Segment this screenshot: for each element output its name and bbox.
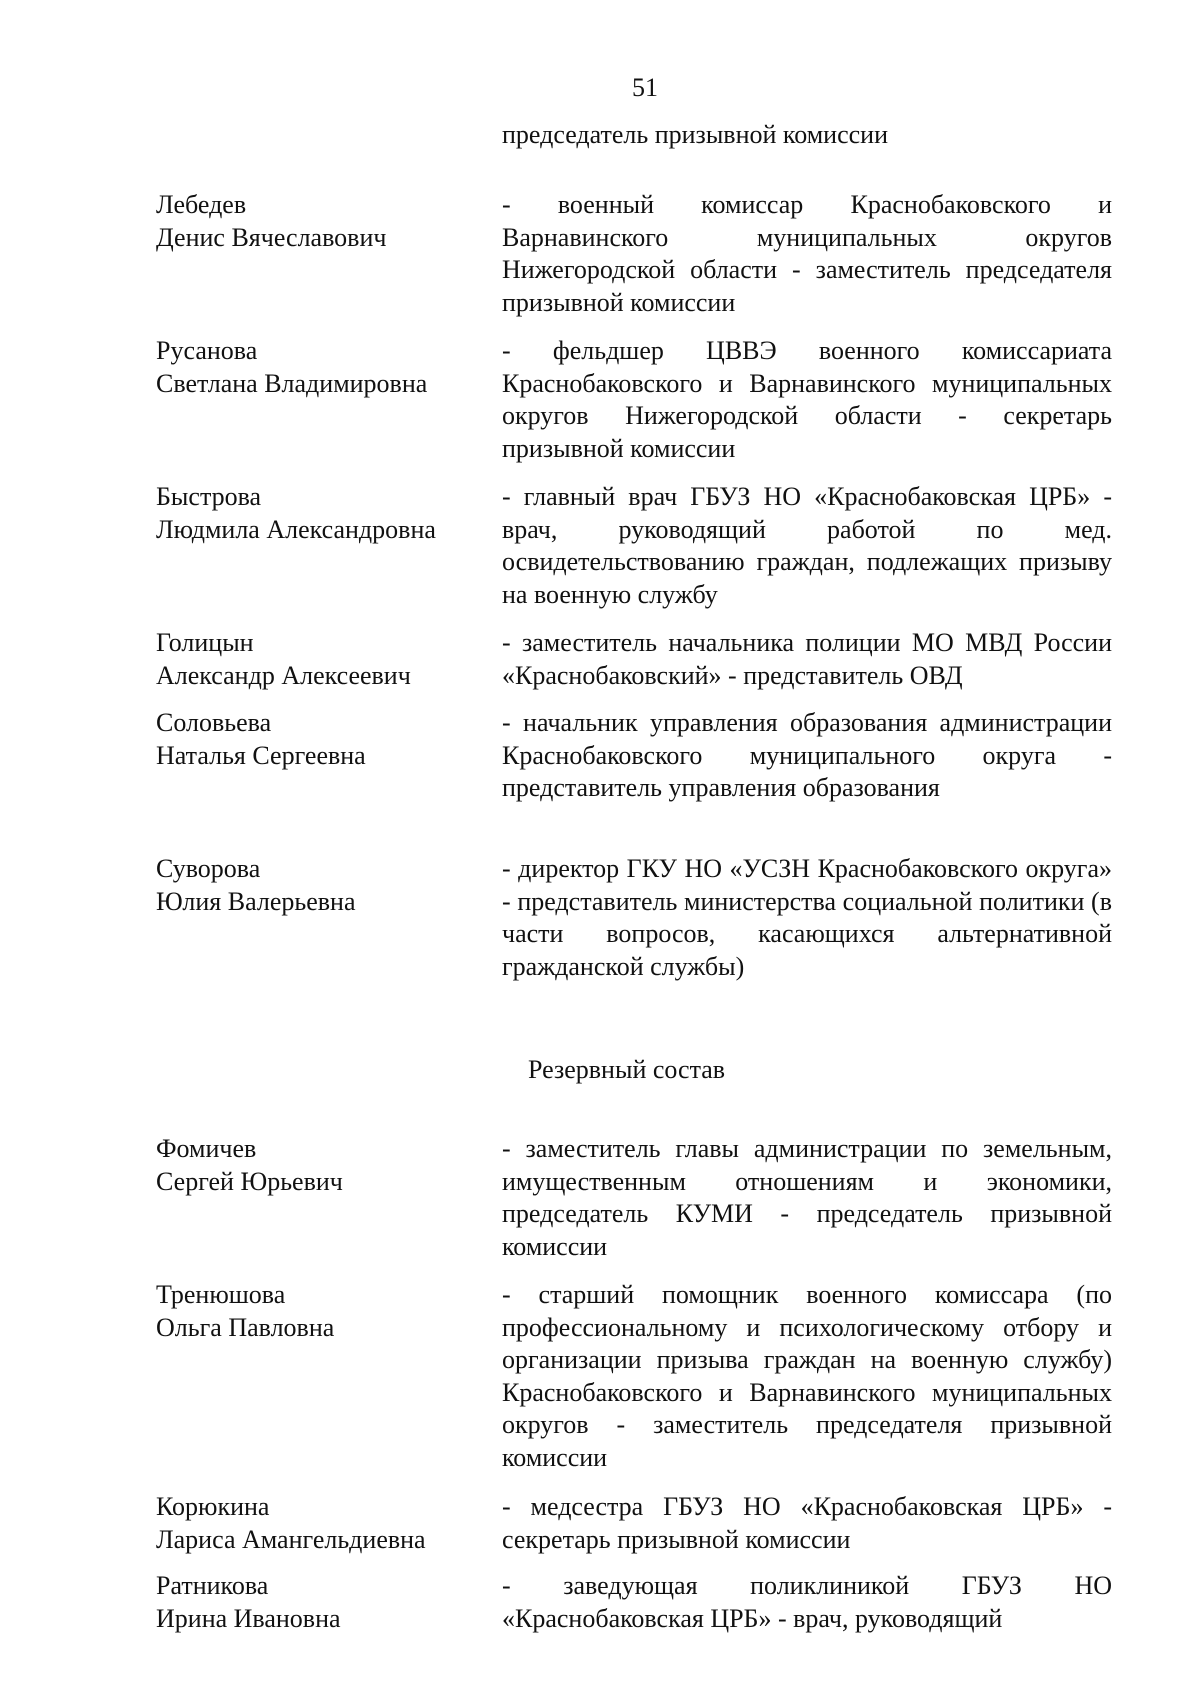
member-given-name: Ольга Павловна	[156, 1312, 335, 1342]
member-role: - медсестра ГБУЗ НО «Краснобаковская ЦРБ» - секретарь призывной комиссии	[502, 1492, 1112, 1554]
member-role: - заместитель главы администрации по земельным, имущественным отношениям и экономики, председатель КУМИ - председатель призывной комиссии	[502, 1134, 1112, 1261]
member-surname: Ратникова	[156, 1571, 269, 1600]
member-given-name: Юлия Валерьевна	[156, 886, 356, 916]
member-name	[156, 627, 486, 692]
member-role: - фельдшер ЦВВЭ военного комиссариата Краснобаковского и Варнавинского муниципальных округов Нижегородской области - секретарь призывной комиссии	[502, 336, 1112, 463]
reserve-section-title: Резервный состав	[528, 1055, 726, 1084]
page-number: 51	[632, 73, 658, 102]
member-role: - военный комиссар Краснобаковского и Варнавинского муниципальных округов Нижегородской области - заместитель председателя призывной комиссии	[502, 190, 1112, 317]
member-name	[156, 1133, 486, 1198]
member-given-name: Людмила Александровна	[156, 514, 436, 544]
member-name	[156, 853, 486, 918]
member-surname: Фомичев	[156, 1134, 257, 1163]
carry-over-text: председатель призывной комиссии	[502, 120, 888, 149]
member-given-name: Сергей Юрьевич	[156, 1166, 343, 1196]
member-name	[156, 1570, 486, 1635]
member-name	[156, 189, 486, 254]
member-role: - старший помощник военного комиссара (по профессиональному и психологическому отбору и организации призыва граждан на военную службу) Краснобаковского и Варнавинского муниципальных округов - заместитель председателя призывной комиссии	[502, 1280, 1112, 1472]
member-name	[156, 1279, 486, 1344]
member-given-name: Александр Алексеевич	[156, 660, 411, 690]
member-name	[156, 481, 486, 546]
member-surname: Лебедев	[156, 190, 247, 219]
member-surname: Тренюшова	[156, 1280, 286, 1309]
member-surname: Соловьева	[156, 708, 272, 737]
member-given-name: Ирина Ивановна	[156, 1603, 341, 1633]
member-given-name: Наталья Сергеевна	[156, 740, 366, 770]
member-surname: Русанова	[156, 336, 258, 365]
member-surname: Голицын	[156, 628, 254, 657]
member-given-name: Светлана Владимировна	[156, 368, 428, 398]
member-role: - начальник управления образования администрации Краснобаковского муниципального округа - представитель управления образования	[502, 708, 1112, 802]
member-name	[156, 707, 486, 772]
member-name	[156, 1491, 486, 1556]
member-role: - заместитель начальника полиции МО МВД России «Краснобаковский» - представитель ОВД	[502, 628, 1112, 690]
member-surname: Корюкина	[156, 1492, 270, 1521]
member-role: - директор ГКУ НО «УСЗН Краснобаковского округа» - представитель министерства социальной политики (в части вопросов, касающихся альтернативной гражданской службы)	[502, 854, 1112, 981]
member-role: - главный врач ГБУЗ НО «Краснобаковская ЦРБ» - врач, руководящий работой по мед. освидетельствованию граждан, подлежащих призыву на военную службу	[502, 482, 1112, 609]
member-role: - заведующая поликлиникой ГБУЗ НО «Краснобаковская ЦРБ» - врач, руководящий	[502, 1571, 1112, 1633]
member-given-name: Лариса Амангельдиевна	[156, 1524, 426, 1554]
member-surname: Суворова	[156, 854, 261, 883]
member-given-name: Денис Вячеславович	[156, 222, 387, 252]
member-name	[156, 335, 486, 400]
member-surname: Быстрова	[156, 482, 262, 511]
